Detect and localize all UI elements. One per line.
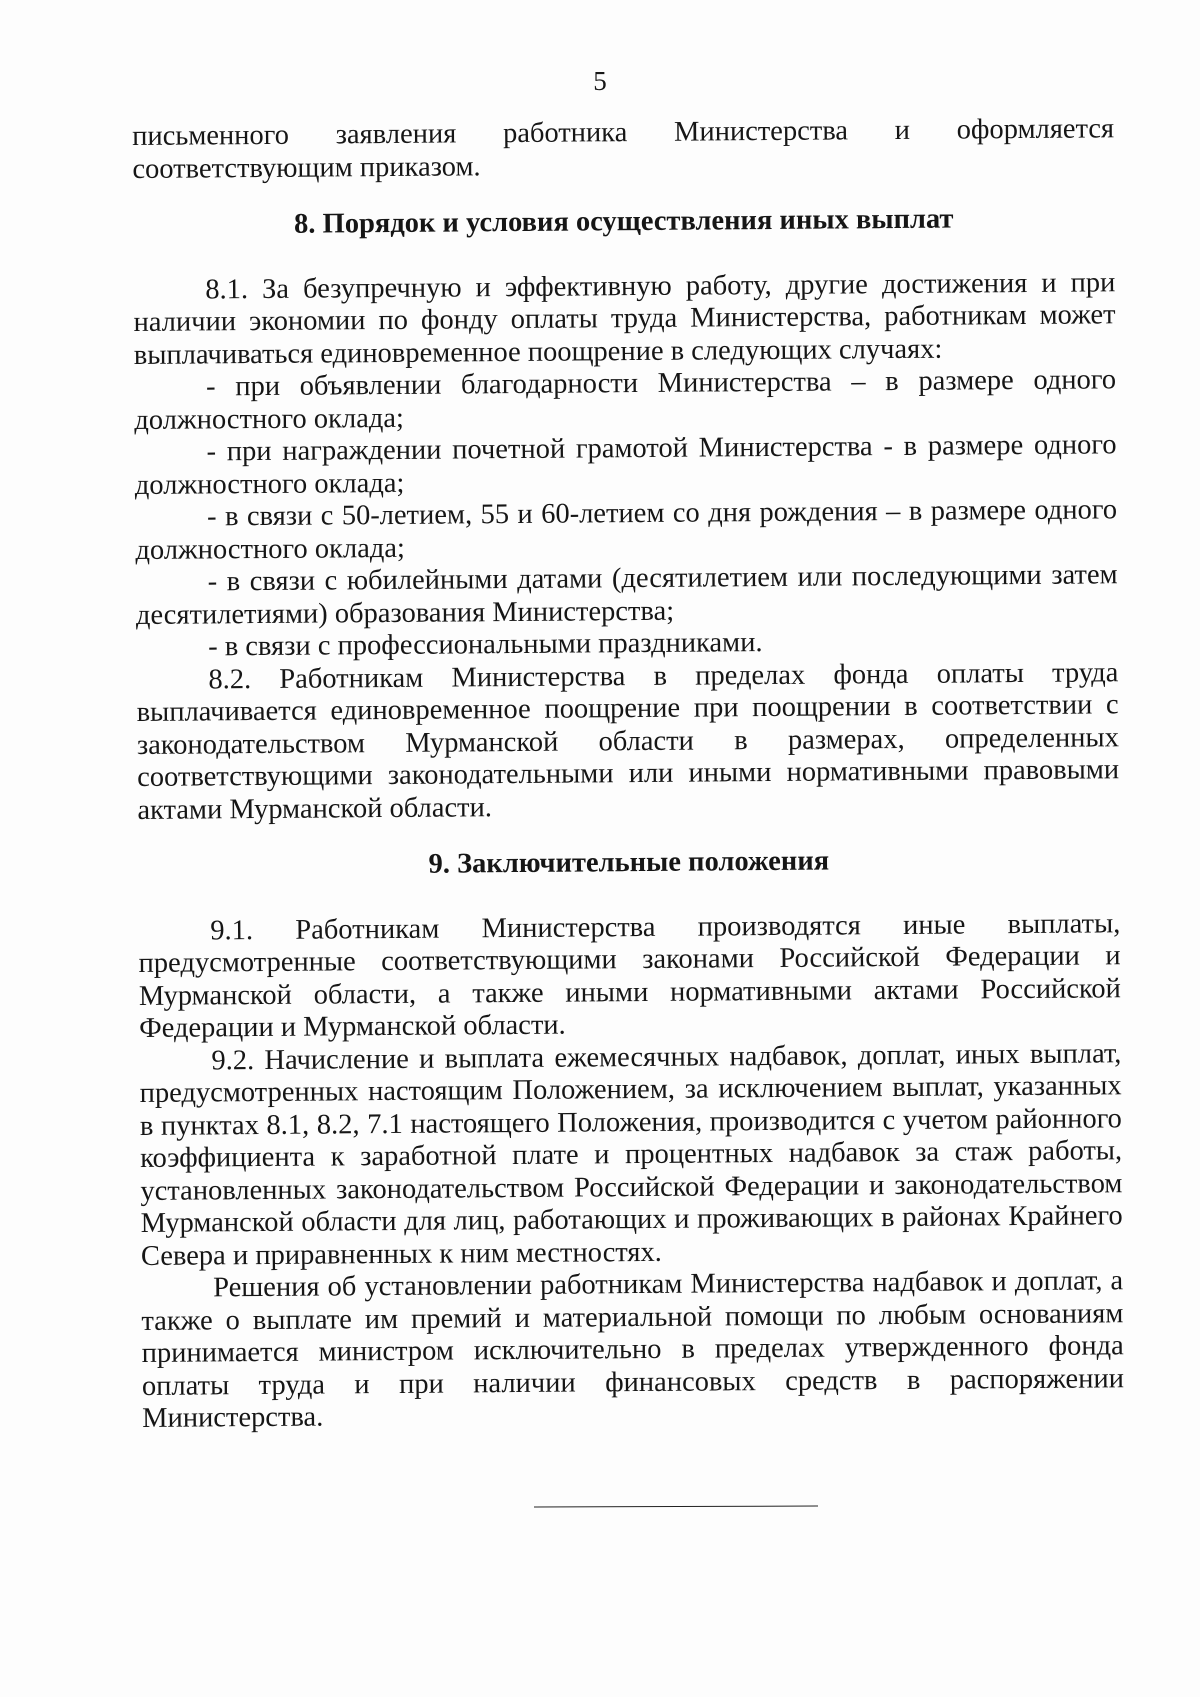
list-item-8-1-b: - при награждении почетной грамотой Министерства - в размере одного должностного оклада; [134,429,1117,501]
section-8-heading: 8. Порядок и условия осуществления иных выплат [293,203,954,240]
intro-line-2: соответствующим приказом. [132,150,481,185]
closing-separator-line [534,1506,818,1508]
paragraph-9-1: 9.1. Работникам Министерства производятся иные выплаты, предусмотренные соответствующими законами Российской Федерации и Мурманской области, а также иными нормативными актами Российской Федерации и Мурманской области. [138,907,1121,1044]
paragraph-8-1: 8.1. За безупречную и эффективную работу, другие достижения и при наличии экономии по фонду оплаты труда Министерства, работникам может выплачиваться единовременное поощрение в следующих случаях: [133,266,1116,371]
section-9-heading: 9. Заключительные положения [428,845,830,880]
list-item-8-1-c: - в связи с 50-летием, 55 и 60-летием со дня рождения – в размере одного должностного оклада; [135,494,1118,566]
paragraph-9-3: Решения об установлении работникам Министерства надбавок и доплат, а также о выплате им премий и материальной помощи по любым основаниям принимается министром исключительно в пределах утвержденного фонда оплаты труда и при наличии финансовых средств в распоряжении Министерства. [141,1265,1125,1434]
intro-paragraph [132,113,1114,186]
paragraph-8-2: 8.2. Работникам Министерства в пределах фонда оплаты труда выплачивается единовременное поощрение при поощрении в соответствии с законодательством Мурманской области в размерах, определенных соответствующими законодательными или иными нормативными правовыми актами Мурманской области. [136,656,1120,826]
paragraph-9-2: 9.2. Начисление и выплата ежемесячных надбавок, доплат, иных выплат, предусмотренных настоящим Положением, за исключением выплат, указанных в пунктах 8.1, 8.2, 7.1 настоящего Положения, производится с учетом районного коэффициента к заработной плате и процентных надбавок за стаж работы, установленных законодательством Российской Федерации и законодательством Мурманской области для лиц, работающих и проживающих в районах Крайнего Севера и приравненных к ним местностях. [139,1037,1123,1272]
document-body [132,113,1124,1435]
list-item-8-1-d: - в связи с юбилейными датами (десятилетием или последующими затем десятилетиями) образования Министерства; [135,559,1118,631]
intro-line-1: письменного заявления работника Министерства и оформляется [132,113,1115,152]
list-item-8-1-e: - в связи с профессиональными праздниками. [208,627,763,663]
page-number: 5 [593,66,607,96]
list-item-8-1-a: - при объявлении благодарности Министерства – в размере одного должностного оклада; [134,364,1117,436]
